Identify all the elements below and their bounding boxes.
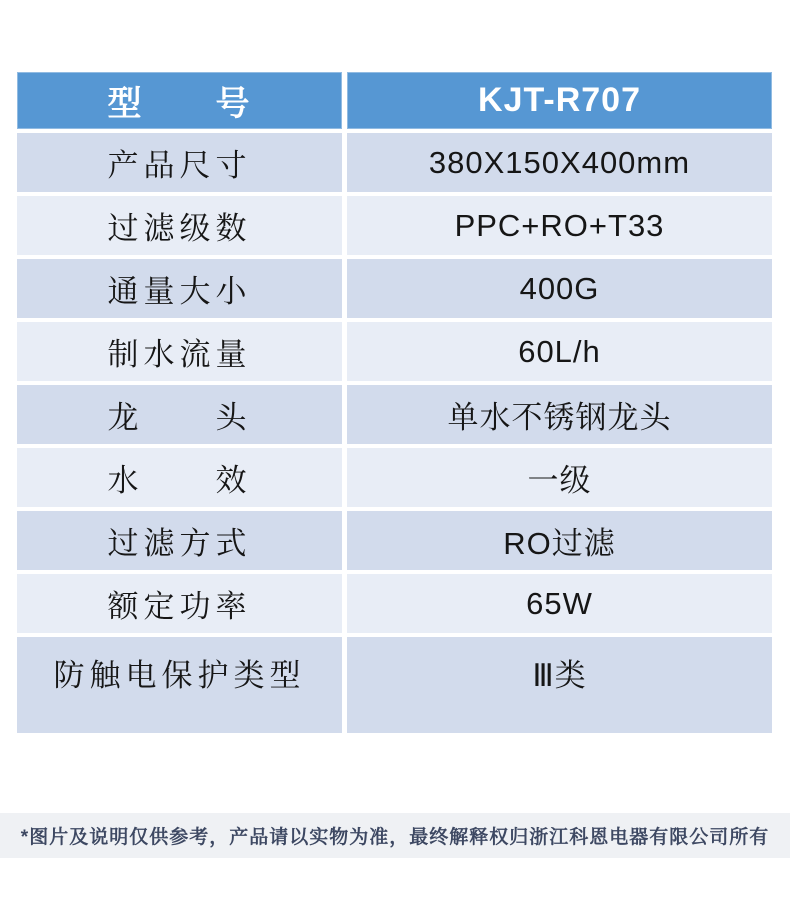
spec-label: 水 效 bbox=[17, 448, 342, 507]
model-header-label: 型 号 bbox=[17, 72, 342, 129]
spec-row-rated-power bbox=[17, 574, 772, 633]
spec-row-dimensions bbox=[17, 133, 772, 192]
spec-header-row bbox=[17, 72, 772, 129]
spec-label: 过滤方式 bbox=[17, 511, 342, 570]
spec-value: 单水不锈钢龙头 bbox=[347, 385, 772, 444]
spec-value: Ⅲ类 bbox=[347, 637, 772, 733]
spec-row-protection-class bbox=[17, 637, 772, 733]
spec-label: 制水流量 bbox=[17, 322, 342, 381]
spec-row-flux bbox=[17, 259, 772, 318]
spec-row-flow-rate bbox=[17, 322, 772, 381]
spec-value: 65W bbox=[347, 574, 772, 633]
spec-label: 产品尺寸 bbox=[17, 133, 342, 192]
spec-label: 防触电保护类型 bbox=[17, 637, 342, 733]
spec-label: 额定功率 bbox=[17, 574, 342, 633]
product-spec-table bbox=[17, 72, 772, 733]
spec-value: 60L/h bbox=[347, 322, 772, 381]
spec-value: 400G bbox=[347, 259, 772, 318]
spec-value: RO过滤 bbox=[347, 511, 772, 570]
disclaimer-note: *图片及说明仅供参考，产品请以实物为准，最终解释权归浙江科恩电器有限公司所有 bbox=[0, 813, 790, 858]
model-number: KJT-R707 bbox=[347, 72, 772, 129]
spec-label: 过滤级数 bbox=[17, 196, 342, 255]
spec-row-filter-stages bbox=[17, 196, 772, 255]
spec-value: 一级 bbox=[347, 448, 772, 507]
spec-row-water-efficiency bbox=[17, 448, 772, 507]
spec-value: PPC+RO+T33 bbox=[347, 196, 772, 255]
spec-row-filter-method bbox=[17, 511, 772, 570]
spec-row-faucet bbox=[17, 385, 772, 444]
spec-value: 380X150X400mm bbox=[347, 133, 772, 192]
spec-label: 通量大小 bbox=[17, 259, 342, 318]
spec-label: 龙 头 bbox=[17, 385, 342, 444]
